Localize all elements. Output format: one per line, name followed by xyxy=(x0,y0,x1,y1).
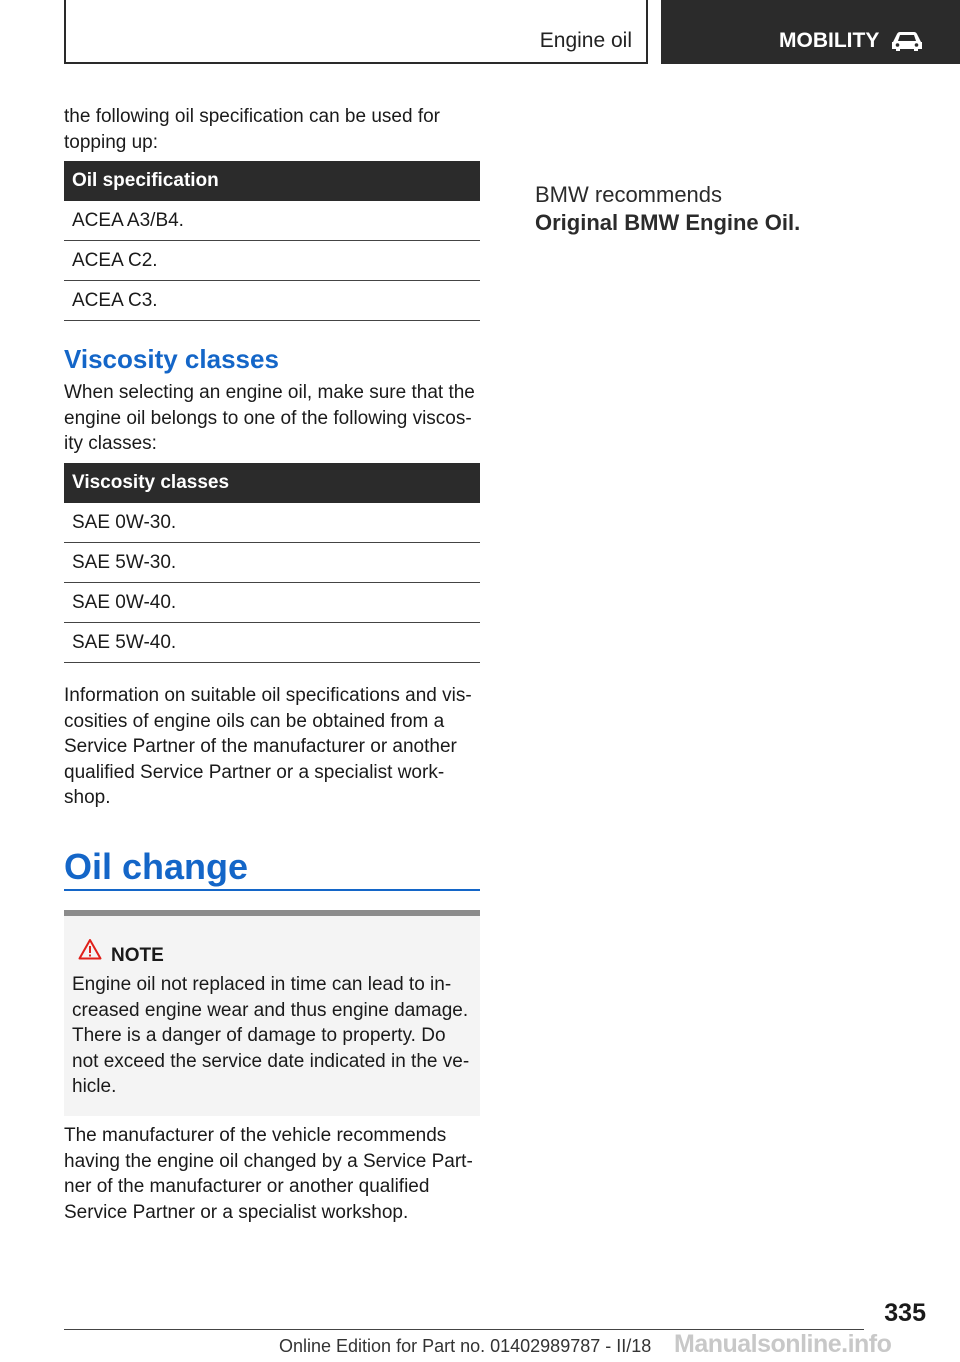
section-title: Engine oil xyxy=(539,29,632,52)
viscosity-heading: Viscosity classes xyxy=(64,344,279,374)
promo-line-1: BMW recommends xyxy=(535,182,723,207)
note-box xyxy=(64,910,480,1116)
table-row: ACEA C2. xyxy=(64,241,480,281)
table-row: SAE 5W-40. xyxy=(64,623,480,663)
heading-rule xyxy=(64,889,480,891)
viscosity-text-wrap xyxy=(64,380,480,457)
car-icon xyxy=(890,30,924,52)
viscosity-table-wrap xyxy=(64,463,480,663)
oil-change-text: The manufacturer of the vehicle recommends having the engine oil changed by a Service Partner of the manufacturer or another qualified Service Partner or a specialist workshop. xyxy=(64,1125,473,1223)
viscosity-text: When selecting an engine oil, make sure that the engine oil belongs to one of the following viscosity classes: xyxy=(64,382,475,454)
header-section-box xyxy=(64,0,648,64)
warning-triangle-icon xyxy=(78,938,102,960)
table-header: Oil specification xyxy=(64,161,480,201)
oil-change-text-wrap xyxy=(64,1123,480,1225)
oil-spec-table-wrap xyxy=(64,161,480,321)
viscosity-table xyxy=(64,463,480,663)
edition-text: Online Edition for Part no. 01402989787 - II/18 xyxy=(279,1336,652,1356)
page-number: 335 xyxy=(884,1299,926,1327)
bmw-oil-promo xyxy=(535,181,800,237)
chapter-title: MOBILITY xyxy=(779,29,880,52)
chapter-tab xyxy=(661,0,960,64)
table-row: SAE 0W-30. xyxy=(64,503,480,543)
note-title: NOTE xyxy=(111,945,164,966)
table-row: SAE 0W-40. xyxy=(64,583,480,623)
promo-line-2: Original BMW Engine Oil. xyxy=(535,210,801,235)
table-row: ACEA C3. xyxy=(64,281,480,321)
table-row: SAE 5W-30. xyxy=(64,543,480,583)
watermark: Manualsonline.info xyxy=(674,1330,892,1358)
table-header: Viscosity classes xyxy=(64,463,480,503)
intro-block xyxy=(64,104,480,155)
table-row: ACEA A3/B4. xyxy=(64,201,480,241)
oil-change-heading: Oil change xyxy=(64,846,249,887)
viscosity-info-wrap xyxy=(64,683,480,811)
note-text: Engine oil not replaced in time can lead to increased engine wear and thus engine damage. There is a danger of damage to property. Do not exceed the service date indicated in the vehicle. xyxy=(72,974,470,1097)
viscosity-heading-wrap xyxy=(64,344,480,375)
intro-text: the following oil specification can be used for topping up: xyxy=(64,106,441,153)
viscosity-info: Information on suitable oil specifications and viscosities of engine oils can be obtained from a Service Partner of the manufacturer or another qualified Service Partner or a specialist workshop. xyxy=(64,685,472,808)
oil-spec-table xyxy=(64,161,480,321)
